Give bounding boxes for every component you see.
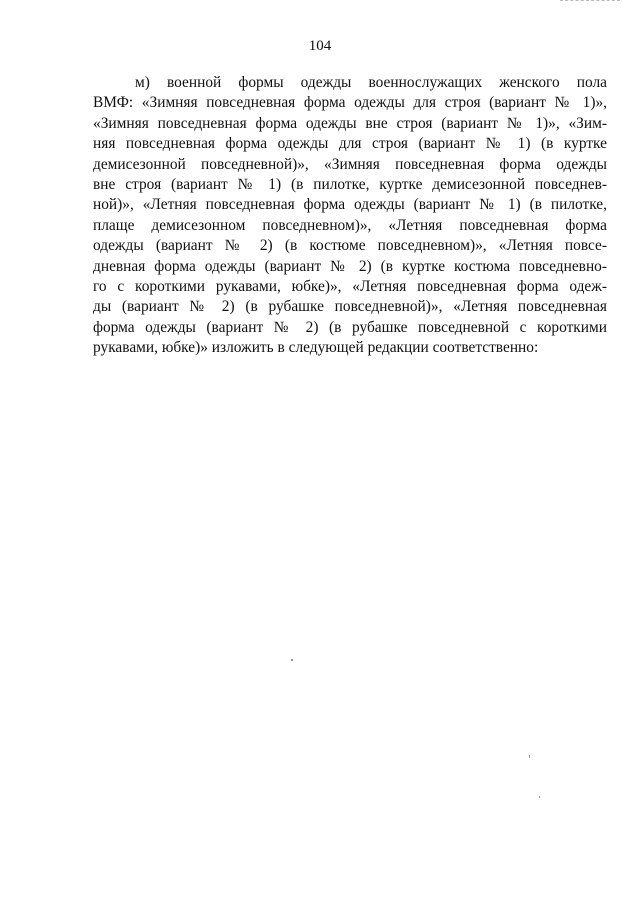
body-paragraph (93, 73, 607, 359)
scan-edge-mark (560, 0, 620, 3)
paragraph-line: няя повседневная форма одежды для строя (вариант № 1) (в куртке (93, 135, 607, 153)
paragraph-line: ВМФ: «Зимняя повседневная форма одежды для строя (вариант № 1)», (93, 94, 607, 112)
paragraph-line: одежды (вариант № 2) (в костюме повседневном)», «Летняя повсе- (93, 237, 607, 255)
paragraph-line: ной)», «Летняя повседневная форма одежды (вариант № 1) (в пилотке, (93, 196, 607, 214)
paragraph-line: дневная форма одежды (вариант № 2) (в куртке костюма повседневно- (93, 257, 607, 275)
scan-speck (291, 659, 293, 661)
scan-speck (539, 796, 540, 798)
paragraph-line: форма одежды (вариант № 2) (в рубашке повседневной с короткими (93, 318, 607, 336)
paragraph-line: рукавами, юбке)» изложить в следующей редакции соответственно: (93, 339, 539, 357)
scan-speck (529, 755, 530, 758)
page-number: 104 (308, 38, 332, 54)
paragraph-line: го с короткими рукавами, юбке)», «Летняя повседневная форма одеж- (93, 278, 607, 296)
paragraph-line: вне строя (вариант № 1) (в пилотке, куртке демисезонной повседнев- (93, 176, 607, 194)
paragraph-line: ды (вариант № 2) (в рубашке повседневной)», «Летняя повседневная (93, 298, 607, 316)
paragraph-line: демисезонной повседневной)», «Зимняя повседневная форма одежды (93, 155, 607, 173)
paragraph-line: плаще демисезонном повседневном)», «Летняя повседневная форма (93, 216, 607, 234)
paragraph-line: «Зимняя повседневная форма одежды вне строя (вариант № 1)», «Зим- (93, 114, 607, 132)
paragraph-line: м) военной формы одежды военнослужащих женского пола (135, 74, 607, 91)
